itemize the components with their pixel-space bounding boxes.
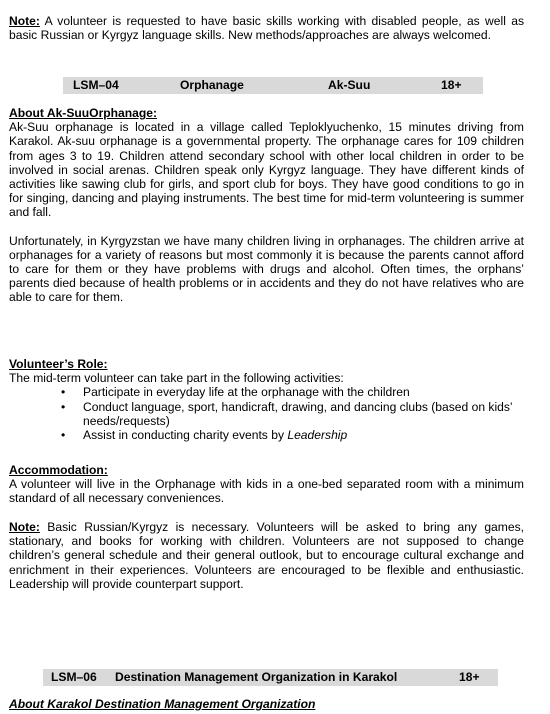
- role-list: [9, 385, 524, 442]
- note-text: A volunteer is requested to have basic skills working with disabled people, as well as basic Russian or Kyrgyz language skills. New methods/approaches are always welcomed.: [9, 14, 524, 43]
- banner-name: Orphanage: [180, 78, 244, 92]
- bullet-icon: •: [61, 428, 66, 443]
- role-intro: The mid-term volunteer can take part in the following activities:: [9, 371, 344, 386]
- accommodation-heading: Accommodation:: [9, 463, 108, 477]
- accommodation-section: [9, 463, 524, 506]
- about-heading: About Ak-SuuOrphanage:: [9, 106, 158, 120]
- note-section-2: [9, 520, 524, 591]
- banner-age: 18+: [441, 78, 462, 92]
- banner-name: Destination Management Organization in Karakol: [115, 670, 398, 684]
- bullet-icon: •: [61, 385, 66, 400]
- list-item: • Conduct language, sport, handicraft, drawing, and dancing clubs (based on kids’ needs/requests): [61, 399, 513, 428]
- note-paragraph-1: [9, 14, 524, 42]
- accommodation-text: A volunteer will live in the Orphanage with kids in a one-bed separated room with a minimum standard of all necessary conveniences.: [9, 477, 524, 506]
- project-banner-lsm04: [63, 77, 483, 94]
- about-section: [9, 106, 524, 305]
- list-item: • Assist in conducting charity events by Leadership: [61, 428, 348, 443]
- list-item: • Participate in everyday life at the orphanage with the children: [61, 385, 410, 400]
- about-paragraph-1: Ak-Suu orphanage is located in a village called Teploklyuchenko, 15 minutes driving from Karakol. Ak-suu orphanage is a governmental property. The orphanage cares for 109 children from ages 3 to 19. Children attend secondary school with other local children in order to be involved in social arenas. Children speak only Kyrgyz language. They have different kinds of activities like sawing club for girls, and sport club for boys. They have good conditions to go in for singing, dancing and playing instruments. The best time for mid-term volunteering is summer and fall.: [9, 120, 524, 220]
- banner-age: 18+: [459, 670, 480, 684]
- note-label: Note:: [9, 14, 40, 28]
- bullet-icon: •: [61, 399, 66, 414]
- about-paragraph-2: Unfortunately, in Kyrgyzstan we have many children living in orphanages. The children arrive at orphanages for a variety of reasons but most commonly it is because the parents cannot afford to care for them or they have problems with drugs and alcohol. Often times, the orphans’ parents died because of health problems or in accidents and they do not have relatives who are able to care for them.: [9, 233, 524, 305]
- banner-code: LSM–06: [51, 670, 97, 684]
- role-section: [9, 357, 524, 442]
- banner-location: Ak-Suu: [328, 78, 371, 92]
- note-text: Basic Russian/Kyrgyz is necessary. Volunteers will be asked to bring any games, stationary, and books for working with children. Volunteers are not supposed to change children’s general schedule and their general outlook, but to encourage cultural exchange and enrichment in their experiences. Volunteers are encouraged to be flexible and enthusiastic. Leadership will provide counterpart support.: [9, 520, 524, 591]
- leadership-italic: Leadership: [287, 428, 348, 443]
- note-paragraph-2: [9, 520, 524, 591]
- banner-code: LSM–04: [73, 78, 119, 92]
- note-section-1: [9, 14, 524, 42]
- about-karakol-section: [9, 697, 524, 711]
- project-banner-lsm06: [43, 669, 498, 686]
- note-label: Note:: [9, 520, 40, 534]
- role-heading: Volunteer’s Role:: [9, 357, 108, 371]
- about-karakol-heading: About Karakol Destination Management Organization: [9, 697, 316, 711]
